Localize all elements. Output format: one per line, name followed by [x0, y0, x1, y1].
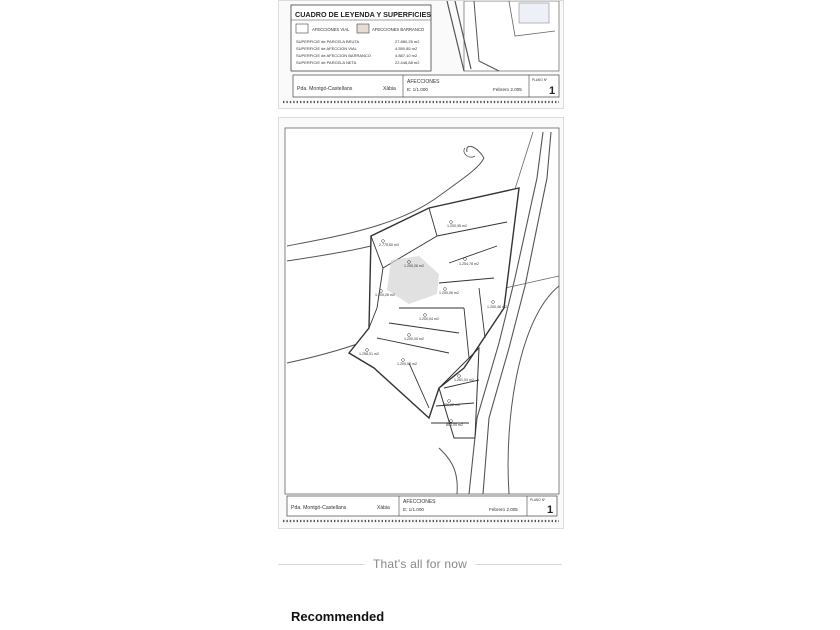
title-date: Febrero 2.005 [493, 87, 522, 92]
plan-image-main [278, 117, 564, 529]
lot-area-label: 1.200,46 m2 [487, 305, 507, 309]
lot-area-label: 1.254,78 m2 [459, 262, 479, 266]
divider-line [475, 564, 562, 565]
lot-area-label: 800,00 m2 [446, 423, 463, 427]
lot-area-label: 1.200,26 m2 [404, 264, 424, 268]
surface-row-label: SUPERFICIE de PARCELA NETA [296, 60, 357, 65]
lot-area-label: 1.200,06 m2 [439, 291, 459, 295]
surface-row-value: 4.887,10 m2 [395, 53, 418, 58]
title-subject: AFECCIONES [407, 79, 440, 85]
title-plan-label: PLANO Nº [532, 78, 548, 82]
surface-row-value: 27.880,25 m2 [395, 39, 420, 44]
end-of-feed-divider [278, 554, 562, 574]
surface-row-label: SUPERFICIE de AFECCION BARRANCO [296, 53, 371, 58]
surface-row-label: SUPERFICIE de PARCELA BRUTA [296, 39, 360, 44]
lot-area-label: 1.200,00 m2 [397, 362, 417, 366]
lot-area-label: 1.258,01 m2 [359, 352, 379, 356]
lot-area-label: 1.261,04 m2 [454, 378, 474, 382]
title-date: Febrero 2.005 [489, 507, 518, 512]
title-town: Xàbia [377, 505, 390, 511]
title-plan-number: 1 [547, 504, 554, 516]
lot-area-label: 2.775,60 m2 [379, 243, 399, 247]
plan-image-top [278, 0, 564, 109]
lot-area-label: 1.200,04 m2 [419, 317, 439, 321]
title-plan-label: PLANO Nº [530, 498, 546, 502]
legend-plan-drawing [279, 1, 563, 108]
end-of-feed-text: That's all for now [373, 557, 467, 571]
legend-key-vial: AFECCIONES VIAL [312, 27, 350, 32]
title-scale: E: 1/1.000 [407, 87, 428, 92]
surface-row-value: 22.446,88 m2 [395, 60, 420, 65]
legend-title: CUADRO DE LEYENDA Y SUPERFICIES [295, 10, 432, 19]
title-subject: AFECCIONES [403, 499, 436, 505]
surface-row-value: 4.550,85 m2 [395, 46, 418, 51]
lot-area-label: 1.200,95 m2 [447, 224, 467, 228]
legend-key-barranco: AFECCIONES BARRANCO [372, 27, 425, 32]
surface-row-label: SUPERFICIE de AFECCION VIAL [296, 46, 357, 51]
lot-area-label: 800,92 m2 [443, 403, 460, 407]
title-plan-number: 1 [549, 85, 556, 97]
lot-area-label: 1.200,00 m2 [404, 337, 424, 341]
lot-plan-drawing [279, 118, 563, 528]
title-scale: E: 1/1.000 [403, 507, 424, 512]
title-town: Xàbia [383, 86, 396, 92]
lot-area-label: 1.200,26 m2 [375, 293, 395, 297]
title-location: Pda. Montgó-Castellans [291, 505, 347, 511]
recommended-heading: Recommended [291, 609, 385, 624]
divider-line [278, 564, 365, 565]
title-location: Pda. Montgó-Castellans [297, 86, 353, 92]
